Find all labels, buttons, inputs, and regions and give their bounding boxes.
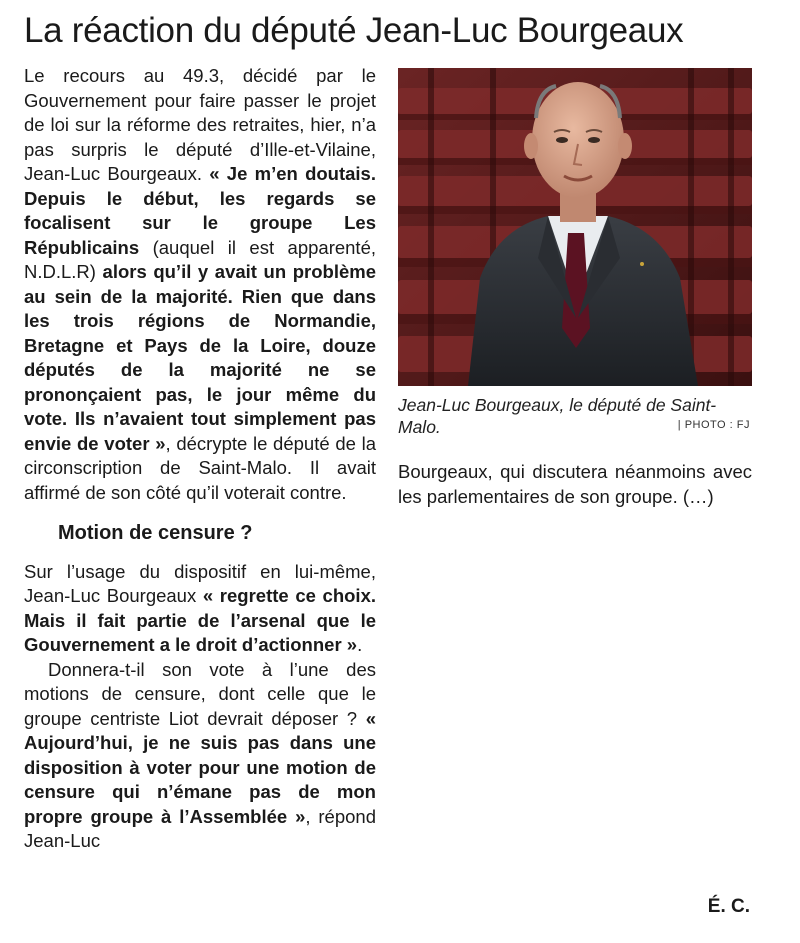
quote-run: « Je m’en doutais. Depuis le début, les regards se focalisent sur le groupe Les Républicains [24,163,376,258]
paragraph-3 [24,658,376,854]
author-signature: É. C. [707,896,750,917]
text-run: , décrypte le député de la circonscription de Saint-Malo. Il avait affirmé de son côté qu’il voterait contre. [24,432,376,503]
text-run: . [357,634,363,655]
portrait-photo [398,68,752,386]
subheading: Motion de censure ? [58,522,253,544]
text-run: (auquel il est apparenté, N.D.L.R) [24,236,376,282]
right-column [398,68,752,509]
quote-run: « regrette ce choix. Mais il fait partie de l’arsenal que le Gouvernement a le droit d’actionner » [24,585,376,655]
right-column-text [398,460,752,509]
quote-run: « Aujourd’hui, je ne suis pas dans une disposition à voter pour une motion de censure qui n’émane pas de mon propre groupe à l’Assemblée » [24,707,376,827]
photo-caption [398,394,752,438]
quote-run: alors qu’il y avait un problème au sein de la majorité. Rien que dans les trois régions de Normandie, Bretagne et Pays de la Loire, douze députés de la majorité ne se prononçaient pas, le jour même du vote. Ils n’avaient tout simplement pas envie de voter » [24,261,376,454]
caption-text: Jean-Luc Bourgeaux, le député de Saint-Malo. [398,395,717,437]
paragraph-2 [24,560,376,658]
left-column [24,64,376,854]
headline: La réaction du député Jean-Luc Bourgeaux [24,11,684,50]
text-run: Le recours au 49.3, décidé par le Gouvernement pour faire passer le projet de loi sur la réforme des retraites, hier, n’a pas surpris le député d’Ille-et-Vilaine, Jean-Luc Bourgeaux. [24,65,376,184]
paragraph-4: Bourgeaux, qui discutera néanmoins avec les parlementaires de son groupe. (…) [398,461,752,507]
text-run: Donnera-t-il son vote à l’une des motions de censure, dont celle que le groupe centriste Liot devrait déposer ? [24,658,376,729]
photo-credit: | PHOTO : FJ [677,419,750,431]
text-run: , répond Jean-Luc [24,805,376,851]
text-run: Sur l’usage du dispositif en lui-même, Jean-Luc Bourgeaux [24,560,376,606]
paragraph-1 [24,64,376,505]
